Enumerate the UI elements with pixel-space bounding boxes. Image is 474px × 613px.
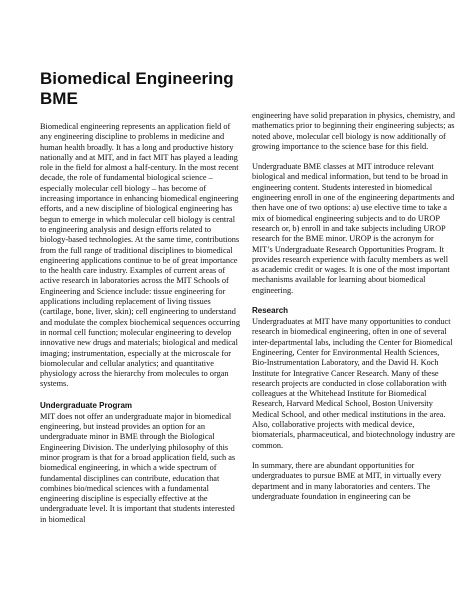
undergraduate-program-paragraph: MIT does not offer an undergraduate major in biomedical engineering, but instead provides an option for an undergraduate minor in BME through the Biological Engineering Division. The underlying philosophy of this minor program is that for a broad application field, such as biomedical engineering, in which a wide spectrum of fundamental disciplines can contribute, education that combines bio/medical sciences with a fundamental engineering discipline is especially effective at the undergraduate level. It is important that students interested in biomedical [40, 411, 236, 524]
page-title [40, 69, 234, 109]
title-line-1: Biomedical Engineering [40, 69, 234, 88]
research-paragraph: Undergraduates at MIT have many opportunities to conduct research in biomedical engineering, often in one of several inter-departmental labs, including the Center for Biomedical Engineering, Center for Environmental Health Sciences, Bio-Instrumentation Laboratory, and the David H. Koch Institute for Integrative Cancer Research. Many of these research projects are conducted in close collaboration with colleagues at the Whitehead Institute for Biomedical Research, Harvard Medical School, Boston University Medical School, and other medical institutions in the area. Also, collaborative projects with medical device, biomaterials, pharmaceutical, and biotechnology industry are common. [252, 317, 455, 450]
undergraduate-program-heading: Undergraduate Program [40, 400, 133, 410]
right-column [252, 111, 455, 512]
intro-paragraph: Biomedical engineering represents an application field of any engineering discipline to problems in medicine and human health broadly. It has a long and productive history nationally and at MIT, and in fact MIT has played a leading role in the field for almost a half-century. In the most recent decade, the role of fundamental biological science – especially molecular cell biology – has become of increasing importance in enhancing biomedical engineering efforts, and a new discipline of biological engineering has begun to emerge in which molecular cell biology is central to engineering analysis and design efforts related to biology-based technologies. At the same time, contributions from the full range of traditional disciplines to biomedical engineering applications continue to be of great importance to the health care industry. Examples of current areas of active research in laboratories across the MIT Schools of Engineering and Science include: tissue engineering for applications including replacement of living tissues (cartilage, bone, liver, skin); cell engineering to understand and modulate the complex biochemical sequences occurring in normal cell function; molecular engineering to develop innovative new drugs and materials; biological and medical imaging; instrumentation, especially at the microscale for biomolecular and cellular analytics; and quantitative physiology across the hierarchy from molecules to organ systems. [40, 122, 240, 389]
research-heading: Research [252, 306, 289, 316]
continued-paragraph: engineering have solid preparation in physics, chemistry, and mathematics prior to beginning their engineering subjects; as noted above, molecular cell biology is now additionally of growing importance to the science base for this field. [252, 111, 455, 151]
summary-paragraph: In summary, there are abundant opportunities for undergraduates to pursue BME at MIT, in virtually every department and in many laboratories and centers. The undergraduate foundation in engineering can be [252, 460, 442, 501]
classes-paragraph: Undergraduate BME classes at MIT introduce relevant biological and medical information, but tend to be broad in engineering content. Students interested in biomedical engineering enroll in one of the engineering departments and then have one of two options: a) use elective time to take a mix of biomedical engineering subjects and to do UROP research or, b) enroll in and take subjects including UROP research for the BME minor. UROP is the acronym for MIT’s Undergraduate Research Opportunities Program. It provides research experience with faculty members as well as academic credit or wages. It is one of the most important mechanisms available for learning about biomedical engineering. [252, 162, 455, 295]
left-column [40, 122, 240, 535]
title-line-2: BME [40, 89, 78, 108]
